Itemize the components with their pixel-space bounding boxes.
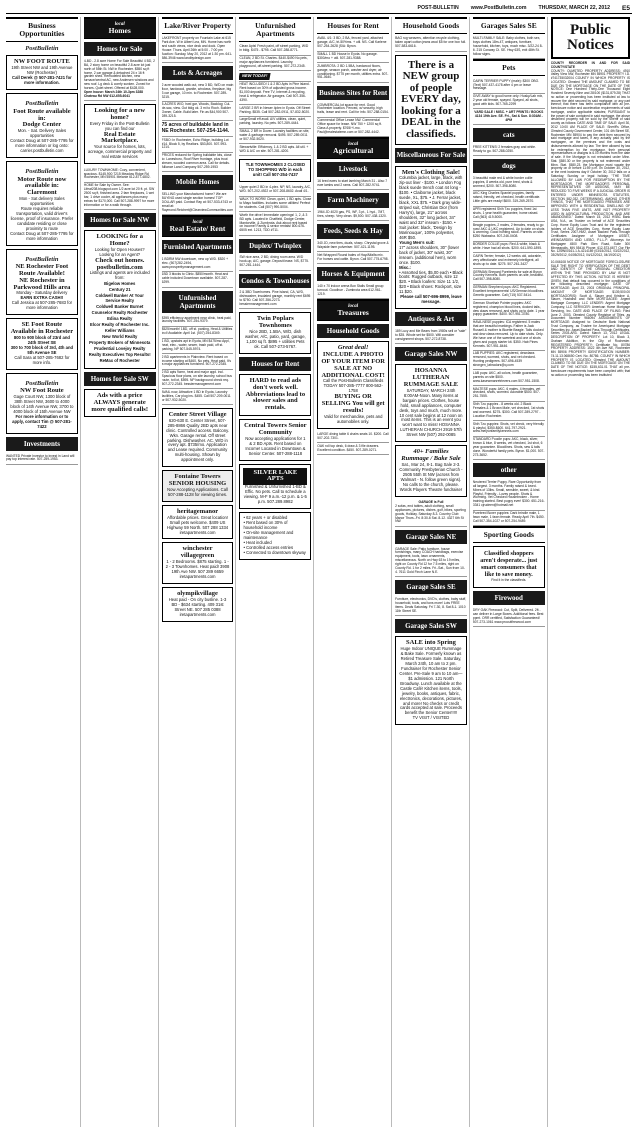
- postbulletin-logo: PostBulletin: [25, 44, 59, 52]
- hosanna-body: SATURDAY, MARCH 24th 8:00AM-Noon. Many items at bargain prices. Clothes, house hold, small appliances, computer desk, toys and much, much more. 10 cent sale begins at 12 noon on most items. This is an event you won't want to miss! HOSANNA LUTHERAN CHURCH 2919 57th Street NW (507) 292-0085: [399, 387, 463, 438]
- category-homes-sw: Homes for Sale SW: [84, 372, 156, 386]
- hosanna-title: HOSANNA LUTHERAN RUMMAGE SALE: [403, 367, 459, 388]
- agri-local: local: [348, 142, 359, 148]
- ad-mobile: SELLING your Manufactured home? We are BUYING used single section homes! TOP DOLLAR paid. Contact Ray at: 507-533-4743 or email at: Raymond.Reichert@ClearviewCommunities.com: [162, 192, 234, 215]
- tle-text: TLE TOWNHOMES 2 CLOSED TO SHOPPING W/D in each unit! Call 507-254-7437: [245, 162, 305, 177]
- ad-h1: AVAIL 4/1: 3 BD, 2 BA, fenced yard, attached garage, A/C, tri-50%ms. + util. NS. Call Karlene 507-254-2628 (SIA: Byron.: [317, 36, 389, 52]
- nw-foot-body-2: Gage Court NW, 1300 block of 38th Street NW, 3600 to 4000 block of 14th Avenue NW, 3700 to 4000 block of 15th Avenue NW: [10, 394, 74, 414]
- category-cats: cats: [473, 128, 545, 142]
- ad-condos: 2 & 3BD Townhomes. Pine Island, CA, W/D, dishwasher, insulated garage, monthly rent $695 to $750. Call 507-356-2273. bessiermanagement.com: [239, 290, 311, 310]
- notice-2: 10-066108 NOTICE OF MORTGAGE FORECLOSURE SALE THE RIGHT TO VERIFICATION OF THE DEBT AND IDENTITY OF THE ORIGINAL CREDITOR WITHIN THE TIME PROVIDED BY LAW IS NOT AFFECTED BY THIS ACTION. NOTICE IS HEREBY GIVEN, that default has occurred in the conditions of the following described mortgage: DATE OF MORTGAGE: April 23, 2003 ORIGINAL PRINCIPAL AMOUNT OF MORTGAGE: $139,500.00 MORTGAGOR(S): Scott A. Slauer and Kristine A. Slauer, Husband and Wife MORTGAGEE: Argent Mortgage Company, LLC LENDER: Argent Mortgage Company, LLC SERVICER: American Home Mortgage Servicing, Inc. DATE AND PLACE OF FILING: Filed June 2, 2003, Olmsted County Registrar of Titles, as Document Number 966094 ASSIGNMENTS OF MORTGAGE: Assigned to: Deutsche Bank National Trust Company, as Trustee for Ameriquest Mortgage Securities Inc. Asset-Backed Pass-Through Certificates, Series 2003-AR3. Dated: March 13, 2012 LEGAL DESCRIPTION OF PROPERTY: Lot 10, Block 3, Graham Addition, in the City of Rochester. REGISTERED PROPERTY: Certificate No. 80786 PROPERTY ADDRESS: 1522 4th Ave NE, Rochester MN 55906 PROPERTY IDENTIFICATION NUMBER: 74.11.13.068650 Cert. No. 80786. COUNTY IN WHICH PROPERTY IS LOCATED: Olmsted THE AMOUNT CLAIMED TO BE DUE ON THE MORTGAGE ON THE DATE OF THE NOTICE: $155,631.01 THAT all pre-foreclosure requirements have been complied with; that no action or proceeding has been instituted: [550, 259, 631, 377]
- masthead-date: THURSDAY, MARCH 22, 2012: [538, 5, 611, 12]
- sale-spring-box: [395, 636, 467, 725]
- senior-list-item: • On-site management and maintenance: [243, 529, 294, 540]
- olympik-box: [162, 587, 234, 622]
- postbulletin-logo: PostBulletin: [25, 379, 59, 387]
- ne-body: NE Rochester in Parkwood Hills area: [13, 276, 71, 291]
- section-header: Household Goods: [395, 17, 467, 34]
- category-horses: Horses & Equipment: [317, 267, 389, 281]
- ad-unfurn-4: 2 BD apartments in Plainview. Rent based on income starting at $460. No pets. Heat paid. It's a major appliances furnished. 507-272-2345.: [162, 354, 234, 370]
- senior-list-item: • 62 years + or disabled: [243, 514, 288, 520]
- looking-home-box: [84, 230, 156, 368]
- agent-item: Property Brokers of Minnesota: [89, 339, 151, 345]
- ad-german: GERMAN Shepard Purebreds for sale at Byron Country Kennels. Both parents on-site, beautiful. Call 507-398-8080.: [473, 269, 545, 285]
- misc-title: Misc.:: [399, 264, 411, 270]
- carrier-ad: [6, 55, 78, 90]
- twin-body: Nice 2BD, 1.5BA, W/D, dish washer, A/C, patio, yard, garage, 1,100 sq ft. $895 + utilities Pets ok. Call 507-273-5767.: [244, 328, 306, 349]
- category-furnished: Furnished Apartments: [162, 240, 234, 254]
- ad-german-3: German Shorthair Pointer puppies: AKC registered, champion blood lines, docked tails, dew claws removed, and shots up to date. 1 year puppy guarantee. $400. 507-951-3780.: [473, 300, 545, 320]
- section-realestate: [162, 215, 234, 237]
- ad-ua-2: CLEAN, 2 BD St. Charles. $440-$490 No pets, major appliances furnished. Laundry, playground, off-street parking. 507-272-2345.: [239, 56, 311, 72]
- mens-box: [395, 166, 467, 310]
- se-streets: 800 to 900 block of 23rd and 24th Street SE: [13, 334, 70, 345]
- section-agri: [317, 137, 389, 159]
- column-unfurnished: [239, 17, 314, 1127]
- ad-home-4bd: [84, 58, 156, 101]
- buying-title: BUYING OR SELLING You will get results!: [321, 393, 385, 414]
- ad-lots-2: 5-ACRES W/O, hwd gar, Woods, Backlog; Cul-de-sac, view. Out bldg ok. 3 mi to Roch. Builder Owner, Cable. Build later. Fin as $44,900 507-289-3215.: [162, 102, 234, 122]
- silver-title: SILVER LAKE APTS: [243, 468, 307, 486]
- hard-box: [239, 374, 311, 416]
- ad-live-1: 16 bred ewes to start lambing March 31 - Also 7 ewe lambs and 2 rams. Call 507-282-9741.: [317, 179, 389, 191]
- foot-route-ad: [6, 93, 78, 158]
- ad-biz-1: COMMERCIAL lot space for rent. Good Rochester location. Fenced, w/ security, high trails, lease and rent. Call for info. 507-288-0154.: [317, 102, 389, 118]
- classified-sub: Find it in the classifieds.: [491, 578, 527, 583]
- ad-investor: WANTED Private Investor to invest in Land will pay top interest rate. 507-259-1953.: [6, 453, 78, 465]
- ad-cairn: CAIRN Terrier; female, 12 weeks old, adorable, very affectionate and extremely intelligent, all shots up to date. $275. 507-261-3427: [473, 253, 545, 269]
- category-garage-sw: Garage Sales SW: [395, 619, 467, 633]
- garage-full-body: 2 sofas, end tables, adult clothing, small appliances, pictures, dishes, golf, bikes, sporting goods, Holiday. Saturday 8-3. Country Club Manor Thurs.-Fri. 8:30-6 Sat. 8-12. 4327 6th St NW.: [395, 503, 466, 524]
- photo-box: [317, 341, 389, 428]
- column-homes: [84, 17, 159, 1127]
- rummage-body: Sat., Mar 24, 8-1. Bag Sale 2-3. Community Presbyterian Church - 2505 55th St NW (across from Walmart - N. follow green signs). No calls to the church, please. Words Players Theatre fundraiser: [399, 461, 463, 492]
- ad-shih-2: Shih Tzu puppies: Shots, vet check, very friendly & playful. $350-$600. 641-797-2921. www.meljrunfamilykennels.com: [473, 421, 545, 437]
- agent-item: New World Realty: [102, 333, 138, 339]
- agent-item: Bigelow Homes: [104, 281, 136, 287]
- masthead: [6, 4, 632, 14]
- se-foot-route-ad: [6, 318, 78, 369]
- ad-farm-1: 1964 JD 4020 gas, PS, WF, 3 pt., 1 hyd., 7MT, tires, sheep. Very clean. $9,500. 507-438-1320.: [317, 210, 389, 222]
- ad-ua-4: LARGE 2 BR in Newer 4plex in Eyota. Off Street Parking. $535. Call 507-282-0911, 57-832-5020.: [239, 105, 311, 117]
- senior-list-item: • Connected to downtown skyway: [243, 549, 306, 555]
- section-header: Houses for Rent: [317, 17, 389, 34]
- claremont-sub: Mon - Sat delivery Sales opportunities: [19, 195, 65, 206]
- center-body: 620-630 E. Center Street, 507-285-8866 Quality 2BD apts near clinic. Controlled access. Balcony. Wkn. Garage rental. Off street parking. Dishwasher. AC. W/D in every apt. $735/mo. Application and Lease required. Community multi-housing. Shown by appointment only.: [166, 417, 230, 463]
- ad-maltese: MALTESE pups: AKC, 6 males, 4 females, vet checked, shots, wormed. Adorable $500. 507-251-7555.: [473, 386, 545, 402]
- ad-home-4bd-body: 4-BD - 2.8 acre Home For Sale Beautiful 4 BD, 2 BA, 2 story home on beautiful 2.8 acre lot just north of 55th St. NW in Rochester. $550 sq ft home, 2 car garage & detached 24 x 16 ft garden shed. Remodeled kitchen, new furnace/central AC, new Andersen windows and new roof. Lg deck & comfy sunken. Zoned for horses. Quiet street. Offered at $428,000.: [83, 58, 155, 90]
- there-is-box: [395, 55, 467, 146]
- ad-free-kittens: FREE KITTENS! 2 females gray and white. Ready to go. 507-288-0250.: [473, 144, 545, 156]
- ad-furn-2: 1BD 3 blocks to Clinic. $850/month. Heat and cable included Downtown available. 507-287-6299.: [162, 272, 234, 288]
- category-livestock: Livestock: [317, 162, 389, 176]
- twin-title: Twin Poplars Townhomes: [256, 315, 294, 330]
- young-body: 17" across shoulders, 30" (lower back of jacket, 30" waist, 30" inseam. (additional hem), worn once. $100.: [399, 244, 460, 265]
- ad-home-owner: HOME for Sale by Owner. See: Lifeat208.blogspot.com 1/2 acre lot 20 ft. pt. SW 2500 sq ft, finished area. 2 fam fireplaces, 1 wet bar, 1 drive cooler, all appliances plus many extras for $170,000. Call 507-288-9997 for more information or for a walk through.: [84, 183, 156, 210]
- fontaine-title: Fontaine Towers SENIOR HOUSING: [168, 473, 227, 488]
- masthead-page: E5: [622, 4, 630, 12]
- public-notices-header: Public Notices: [551, 17, 630, 59]
- section-sporting: Sporting Goods: [473, 526, 545, 543]
- ad-border: BORDER COLLIE pups: Red & white, black & white. Have had all shots. $200. 641-590-1895.: [473, 242, 545, 254]
- silver-body: Furnished & Unfurnished 1-BD & Effic. No pets. Call to schedule a viewing. M-F 9 a.m.-12 p.m. & 1-5 p.m. 507.289.8982: [243, 484, 307, 504]
- young-title: Young Men's suit:: [399, 239, 435, 245]
- ad-luxury: LUXURY TOWNHOME: Cozy, convenient, spacious. $145,900 7215 Meadow Ridge Rd Rochester, MN 55901 Melanie 612-877-4802.: [84, 167, 156, 183]
- central-body: Now accepting applications for 1 & 2 BD Apts. Rent based on Income! Located in Downtown & Senior Center. 507-288-1118: [245, 435, 306, 456]
- claremont: Claremont: [26, 189, 57, 197]
- ad-lab-2: LAB pups: AKC, all colors, health guarantee, parents on site $500. www.kasewmanretrievers.com 507-951-1508.: [473, 370, 545, 386]
- agent-item: Prudential Lovejoy Realty: [94, 345, 146, 351]
- section-treasures: [317, 299, 389, 321]
- senior-list-item: • Rent based on 30% of household income: [243, 519, 288, 530]
- section-header: Lake/River Property: [162, 17, 234, 34]
- hard-text: HARD to read ads don't work well. Abbreviations lead to slower sales and rentals.: [245, 377, 306, 412]
- phone-text: Please call 507-696-8999, leave message.: [400, 294, 462, 305]
- ad-duplex: SW nice area, 2 BD, dining room area. W/D hook-up, A/C, garage. Deposit lease. NS, $775. 507-281-1444.: [239, 255, 311, 271]
- agent-item: ReMax of Rochester: [99, 357, 140, 363]
- column-business: [6, 17, 81, 1127]
- call-derek: Call Derek @ 507-281-7421 for more information.: [12, 75, 72, 86]
- ad-avail: AVAIL now, Attractive 1 BD in Eyota, Laundry facilities, Car plug ins. $455. Call 507-209-0011 or 507-932-5020.: [162, 389, 234, 405]
- agent-item: Elcor Realty of Rochester Inc.: [90, 322, 150, 327]
- masthead-paper: POST-BULLETIN: [417, 5, 459, 12]
- center-street-box: [162, 408, 234, 467]
- category-firewood: Firewood: [473, 591, 545, 605]
- agent-item: Edina Realty: [107, 316, 133, 322]
- category-garage-se: Garage Sales SE: [395, 580, 467, 594]
- ad-biz-2: Commercial Office Lease NW. Commercial Office space for lease. NW 750 + 1200 sq ft. Class A property. $765/+/-mo. Paul@realestatemn.com or 507-282-4442.: [317, 118, 389, 138]
- nw-foot-title-2: NW Foot Route: [20, 387, 64, 395]
- ad-german-2: GERMAN Shepherd pups: AKC Registered. Excellent temperaments! US/German bloodlines. Genetic guarantee. Call (715) 537-5414.: [473, 285, 545, 301]
- include-photo: INCLUDE A PHOTO OF YOUR ITEM FOR SALE AT NO ADDITIONAL COST!: [321, 351, 385, 379]
- section-header: Business Opportunities: [6, 17, 78, 42]
- category-condos: Condos & Townhouses: [239, 274, 311, 288]
- buying-body: Valid for merchandise, pets and automobiles only.: [323, 413, 383, 424]
- dodge-center: Dodge Center: [22, 121, 62, 129]
- silver-box: [239, 464, 311, 509]
- monday-sat: Monday - Saturday delivery: [16, 290, 68, 296]
- senior-list-item: • Controlled access entries: [243, 544, 294, 550]
- ad-purebred: Purebred Boxer puppies: Dark brindle male, 1 fawn male, 1 fawn female. Ready April 7th. $450. Call 507-354-1027 or 507-254-9489.: [473, 511, 545, 527]
- real-estate-market: Real Estate Marketplace.: [101, 130, 139, 145]
- ad-unfurn-3: 1 BD, upstairs apt in Eyota, MN $475/mo Appl, heat, elec., water, sewer, trash paid, off st. parking, NP 507-545-5974.: [162, 339, 234, 355]
- category-antiques: Antiques & Art: [395, 312, 467, 326]
- sale-spring-title: SALE into Spring: [406, 639, 456, 647]
- ad-neutered: Neutered Terrier Puppy. Rare Opportunity from all largest. 3 months. Family raised & loved. Mixes of 13lbs. Small, sensible, sweet, & kind. Playful, Friendly - Loves people. Shots & Worming. Vet Checked Housebroken - Home training started. Best puppy ever! $300. 651-216-3341 cjrudeen@hotmail.net: [473, 479, 545, 510]
- section-header: [84, 17, 156, 39]
- ad-antiques: 189 Lucy and Me Bears from 1980s sell or "sale" to $35. Whole set for $500. Will consider consignment shops. 507-272-8738.: [395, 328, 467, 344]
- ad-pets-1: CAIRN TERRIER PUPPY (male): $300 OBO. (Text) 507-437-4178 after 4 pm or leave message.: [473, 78, 545, 94]
- classified-text: Classified shoppers aren't desperate... just smart consumers that like to save money.: [480, 551, 538, 579]
- category-dogs: dogs: [473, 159, 545, 173]
- ad-prices: PRICES reduced for Spring buildable lots, close to: Lanesboro, Roof River frontage, plus trout stream, wooded common area. Call for details. Alliance Land Company 507-259-1953: [162, 153, 234, 173]
- category-garage-ne: Garage Sales NE: [395, 530, 467, 544]
- ad-gs-1: MULTI-FAMILY SALE: Baby clothes, both sex, boys clothes 18m-4T, antiques, furniture, household, kitchen, toys, much misc. 3/22-24 8-6. 215 Conway Ct. SE. Hwy 63S, exit 48th St. follow signs.: [473, 36, 545, 59]
- column-household: [395, 17, 470, 1127]
- tv-visit: TV VISIT / VISITED: [412, 715, 450, 721]
- county-recorder: COUNTY RECORDER IN AND FOR SAID COUNTY/STATE: [550, 61, 631, 69]
- agents-list: [88, 282, 152, 363]
- classified-box: [473, 546, 545, 588]
- header-homes: Homes: [108, 26, 131, 36]
- contact-doug: Contact Doug at 507-285-7795 for more information or log onto: carrier.postbulletin.com: [10, 138, 74, 153]
- postbulletin-logo: PostBulletin: [25, 255, 59, 263]
- category-houses: Houses for Rent: [239, 357, 311, 371]
- category-garage-nw: Garage Sales NW: [395, 347, 467, 361]
- senior-list: [243, 516, 307, 556]
- looking-home-body: Looking for Open Houses? Looking for an Agent?: [94, 246, 145, 257]
- senior-list-box: [239, 512, 311, 560]
- ad-furn-1: 1 BDRM NW downtown, new up W/D. $520 + elec. (507)282-2494, www.prosperitymanagement.com: [162, 256, 234, 272]
- check-out: Check out homes. postbulletin.com: [95, 256, 145, 271]
- winchester-body: 1 - 2 Bedrooms. $875 starting. 1 - 2 - 3 Townhomes. Heat paid! 3908 19th Ave NW. 507 289 6659 iretapartments.com: [165, 559, 230, 579]
- masthead-site: www.PostBulletin.com: [470, 5, 527, 12]
- category-lots: Lots & Acreages: [162, 66, 234, 80]
- mens-body: Columbia jacket, large, black, with zip-out liner - $100. • London Fog black suede trench coat 44 long - $100. • Claiborne jacket, black suede, XL, $75. • J. Ferrar jacket, black, XXL $75. • Dark gray wide-striped suit, Christian Dior (from Harry's), large, 21" across shoulders, 32" long jacket, 34" waist and 32" inseam - $150. • Suit jacket: black, 'Design by Marinouque', 100% polyester, 46R $50.: [399, 175, 463, 240]
- agent-item: Coldwell Banker At Your Service Realty: [95, 293, 144, 304]
- ad-acres: 75 acres of buildable land in NE Rochester. 507-254-1144.: [162, 121, 234, 137]
- mens-title: Men's Clothing Sale!: [401, 168, 461, 176]
- ad-feeds-2: Net Wrapped Round bales of Hay/Alfalfa mix. For horses and cattle. Byron. Call 507-775-6798.: [317, 252, 389, 264]
- category-unfurnished: Unfurnished Apartments: [162, 291, 234, 314]
- agent-item: Keller Williams: [104, 327, 135, 333]
- agent-item: Coldwell Banker Burnet: [96, 304, 144, 310]
- column-lake: [162, 17, 237, 1127]
- olympik-title: olympikvillage: [177, 589, 218, 597]
- misc-body: • Assorted ties, $5.00 each • Black boots: Rugged outback, size 12 $20. • Black loafers: Size 11 1/2, $20 • Black shoes: Rockport, size 11 $20.: [399, 269, 463, 295]
- ad-h2: SMALL 1 BD House in Eyota. No garage. $300/mo + util. 507-281-9388.: [317, 52, 389, 64]
- category-farm: Farm Machinery: [317, 193, 389, 207]
- include-body: Call the Post-Bulletin Classifieds TODAY 507-285-7777 800-562-1758: [323, 378, 384, 394]
- olympik-body: Heat paid - On city busline. 1-3 BD - $634 starting. 409 31st Street NE. 507 285 0388 iretapartments.com: [168, 596, 227, 617]
- there-is-text: There is a NEW group of people EVERY day, looking for a DEAL in the classifieds.: [401, 58, 461, 140]
- contact-doug-2: Contact Doug at 507-285-7795 for more information: [10, 230, 74, 241]
- realestate-rent: Real Estate/ Rent: [169, 224, 226, 234]
- category-household: Household Goods: [317, 324, 389, 338]
- category-homes-nw: Homes for Sale NW: [84, 213, 156, 227]
- agent-item: Counselor Realty Rochester: [91, 310, 148, 316]
- ad-garage-ne: GARAGE Sale: Patio furniture, house furnishings, many COACH handbags, exercise equipment, tools, lawn ornaments, miscellaneous. North on Hwy 63 to 19 miles, right on County Rd 12 for 7.5 miles, right on County Rd. 1 for 2 miles. Fri.-Sat., Sun from 10-4. 7611 Gold Finch Lane N.E.: [395, 546, 467, 577]
- ad-dogs-1: 3 beautiful male red & white border collie puppies, 8 weeks old, pure bred, shots & wormed, $200. 507-398-8080.: [473, 175, 545, 191]
- se-streets-2: 300 to 700 block of 3rd, 4th and 5th Avenue SE: [10, 344, 74, 355]
- notice-body: COUNTY: OLMSTED PROPERTY ADDRESS: 4910 Valley View NW, Rochester MN 55901 PROPERTY I.D. #741735032004 COUNTY IN WHICH PROPERTY IS LOCATED: Olmsted THE AMOUNT CLAIMED TO BE DUE ON THE MORTGAGE ON THE DATE OF THE NOTICE: One Hundred Thirty-One Thousand Eight Hundred Seventy-Nine and 28/100 ($131,879.28) THAT no action or proceeding has been instituted at law to recover the debt secured by said mortgage, or any part thereof; that there has been compliance with all pre-foreclosure notice and acceleration requirements of said mortgage, and/or applicable statutes; PURSUANT to the power of sale contained in said mortgage, the above described property will be sold by the Sheriff of said county as follows: DATE AND TIME OF SALE: April 30, 2012 10:00 AM PLACE OF SALE: Sheriff's Office, Olmsted County Government Center, 101 4th Street SE, Rochester MN 55904 to pay the debt then secured by said mortgage and taxes, if any actually paid by the mortgagee, on the premises and the costs and disbursements allowed by law. The time allowed by law for redemption by the mortgagor, their personal representatives or assigns is 6.00 months from the date of sale. If the Mortgage is not reinstated under Minn. Stat. §580.30 or the property is not redeemed under Minn. Stat. §580.23, the Mortgagor must vacate the property on or before 11:59 p.m. on October 30, 2012, or the next business day if October 30, 2012 falls on a Saturday, Sunday or legal holiday. "THE TIME ALLOWED BY LAW FOR REDEMPTION BY THE MORTGAGOR, THE MORTGAGOR'S PERSONAL REPRESENTATIVES OR ASSIGNS, MAY BE REDUCED TO FIVE WEEKS IF A JUDICIAL ORDER IS ENTERED UNDER MINNESOTA STATUTES, SECTION 582.032, DETERMINING, AMONG OTHER THINGS, THAT THE MORTGAGED PREMISES ARE IMPROVED WITH A RESIDENTIAL DWELLING OF LESS THAN FIVE UNITS, ARE NOT PROPERTY USED IN AGRICULTURAL PRODUCTION, AND ARE ABANDONED." Dated: March 15, 2012 HSBC Bank USA, N.A., as Trustee on behalf of ACE Securities Corp. Home Equity Loan Trust and for the registered holders of ACE Securities Corp. Home Equity Loan Trust, Series 2007-HM2, Asset Backed Pass-Through Certificates Assignee of Mortgagee USSET, WEINGARDEN AND LIEBO, P.L.L.P. Attorneys for Mortgagee 4500 Park Glen Road, Suite 300 Minneapolis, MN 55416 Phone: 612-573-6677 Our File No. 12MN00161-1 A-4214189 (03/15/2012, 03/22/2012, 03/29/2012, 04/05/2012, 04/12/2012, 04/19/2012): [550, 68, 631, 258]
- ad-unfurn-1: $395 efficiency apartment near clinic, heat paid, laundry facilities. 507-254-9379.: [162, 315, 234, 327]
- new-today-row: [239, 71, 311, 82]
- winchester-title: winchester villagegreen: [180, 545, 215, 560]
- ad-walk: WALK TO WORK! Clean, quiet, 1 BD apts. Close to Mayo facilities. Includes some utilities! Perfect for students. Call (507) 990-5004.: [239, 197, 311, 213]
- motor-body: Route requires reliable transportation, valid driver's license, proof of insurance. Prefer candidate residing or close proximity to route: [10, 205, 74, 231]
- ad-unfurn-5: 2 BD apts 9cmn, heat and major appl. incl. Spacious floor plans, on site laundry, school bus route, tot lot, $595. NP background check req. 507-272-2345. bessiermanagement.com: [162, 370, 234, 390]
- ad-unfurn-2: $525/month! 1BD, off st. parking, Heat & Utilities incl! Available: April 1st. (507) 254-8349.: [162, 327, 234, 339]
- agent-item: Realty Executives Top Results!: [88, 351, 151, 357]
- looking-home-title: LOOKING for a Home?: [96, 233, 143, 248]
- header-local: local: [114, 22, 125, 27]
- ad-apri: APRI registered Shih Tzu puppies, fixed 1st shots, 1 year health guarantee, home raised. Call (563) 419-5000.: [473, 207, 545, 223]
- central-box: [239, 419, 311, 460]
- new-today-badge: NEW TODAY!: [239, 73, 271, 80]
- motor-route-ad: [6, 161, 78, 246]
- category-other: other: [473, 463, 545, 477]
- ad-vard: VARD SALE / MISC. + ART PRINTS / BOOKS 4134 19th Ave. SE. Fri., Sat & Sun. 8:30AM - 4PM: [473, 109, 545, 125]
- garage-full-title: GARAGE is Full: [418, 500, 444, 505]
- ad-lakefront: LAKEFRONT property on Fountain Lake at 615 Park Ave. W in Albert Lea, MN. Home has north and south views, nice deck and dock. Open House: Thurs. April 26th at 5:00 - 7:00 pm Auction: Sunday, May 20, 2012 at 1:30 pm. 641-586-3946 www.landbydesign.com: [162, 36, 234, 63]
- delivery-text: Mon. - Sat. Delivery Sales opportunities: [17, 128, 67, 139]
- category-biz: Business Sites for Rent: [317, 86, 389, 100]
- ad-worth: Worth the drive! Immediate openings! 1, 2, & 3 BD apts. Located in Chatfield, Dodge Center, Mantorville, & Zumbrota. Ask about rent based on income! Family & senior rentals! 800-676-6505 ext. 1213, TDD #711.: [239, 212, 311, 235]
- category-investments: Investments: [6, 437, 78, 451]
- nw-foot-route-ad-2: [6, 373, 78, 434]
- heritage-box: [162, 505, 234, 540]
- ad-garage-full: [395, 500, 467, 527]
- center-title: Center Street Village: [168, 410, 227, 418]
- column-public-notices: [551, 17, 632, 1127]
- route-19: 19th Street NW and 19th Avenue NW (Rochester): [11, 65, 73, 76]
- postbulletin-logo: PostBulletin: [25, 100, 59, 108]
- column-houses: [317, 17, 392, 1127]
- ad-horses-1: 140 x 70 indoor arena Box Stalls Small group turnout. Goodhue - Zumbrota area 612-961-1219.: [317, 283, 389, 299]
- agri-title: Agricultural: [333, 146, 374, 156]
- ad-shihtzu: Shih Tzu puppies - 8 weeks old. 2 Black Females & 1 Brown Male, vet checked, 1st shots and wormed. $275- $300. Call 507-289-2797 - Location Rochester.: [473, 402, 545, 422]
- twin-box: [239, 312, 311, 353]
- column-garage-pets: [473, 17, 548, 1127]
- call-jessica: Call Jessica at 507-285-7683 for more information: [11, 300, 73, 311]
- ad-lots-1: 2 acre wooded walk out, new 3 BD, W/D on main floor, hardwood, granite, windows, fireplace, big 3 car garage, 10 min. to Rochester. 507-289-3215.: [162, 82, 234, 102]
- real-estate-sub: Your source for homes, lots, acreage, commercial property and real estate services: [87, 144, 152, 160]
- ad-lab: LAB PUPPIES: AKC registered, dewclaws removed, wormed, shots, and vet checked. Hunting pedigrees. 507-696-4539 strongen_labradors@q.com: [473, 351, 545, 371]
- ads-price-box: [84, 389, 156, 417]
- ad-ua-1: Clean Apts! Fresh paint, off street parking, W/D in bldg. $475 - $795. Call 507-288-8771.: [239, 44, 311, 56]
- call-sara: Call Sara at 507-285-7682 for more info.: [14, 354, 70, 365]
- postbulletin-logo: PostBulletin: [25, 167, 59, 175]
- realestate-local: local: [192, 219, 203, 225]
- rummage-title: 40+ Families Rummage / Bake Sale: [401, 448, 461, 463]
- ad-garage-se: Furniture, electronics, DVD's, clothes, baby stuff, household, tools, and tons more! Lots FREE items. Deals Saturday. Fri 7-30, 8. Sat 8-1. 1010 11th Street SE.: [395, 596, 467, 616]
- ad-ua-3: HEAT INCLUDED! 1 & 2 BD Apts in Pine Island. Rent based on 30% of adjusted gross income. $1,000 deposit. Free TV, Internet & recycling, heat & refrigerator. Air garages. Call 507-356-4390.: [239, 82, 311, 105]
- category-feeds: Feeds, Seeds & Hay: [317, 224, 389, 238]
- ad-h3: ZUMBROTA: 2 BD 1.5BA, hardwood floors, garage, season porch, washer and dryer, air conditioning. $775 per month, utilities extra. 507-951-0640.: [317, 63, 389, 83]
- rummage-box: [395, 445, 467, 496]
- se-foot-title: SE Foot Route Available in Rochester: [10, 321, 74, 336]
- ads-price-title: Ads with a price ALWAYS generate more qualified calls!: [91, 391, 148, 413]
- sale-spring-body: Huge Indoor UNIQUE Rummage & Bake Sale. Formerly known as Retired Treasure Sale. Saturday, March 24th, 10 am to 2 pm. Fundraiser for Rochester Senior Center. Pre-Sale 9 am to 10 am—$1 admission. 121 North Broadway. Lunch available at the Castle Café! Kitchen items, tools, jewelry, books, antiques, fabric, electronics, decorations, pictures, and more! No checks or credit cards accepted at sale. Proceeds benefit the Senior Center!!!!!: [399, 646, 463, 716]
- treasures-local: local: [348, 303, 359, 309]
- category-misc: Miscellaneous For Sale: [395, 148, 467, 162]
- ad-large-table: LARGE dining table 6 chairs seats 10. $200. Call 507-202-7301.: [317, 432, 389, 444]
- ad-beagle: Beagle puppies, 2 males, 2 females, ready to go now! AKC & UKC registered, Up to date on shots & worming. Good hunting stock. Parents on site. $250 Wabasha. 507-246-0408.: [473, 222, 545, 242]
- ad-home-4bd-open: Open house: March 24th 10-3pm 3288 Chateau Rd NW 612-655-6041: [83, 89, 143, 98]
- ne-foot-title: NE Rochester Foot Route Available!: [15, 263, 69, 278]
- treasures-title: Treasures: [337, 308, 369, 318]
- category-duplex: Duplex/ Twinplex: [239, 239, 311, 253]
- ad-standard: STANDARD Poodle pups: AKC, black, silver, brown & blue, 8 weeks, vet checked, 1st shot, 6 year guarantee. Bloodlines. Shots, sew & tails done. Wonderful family pets. Byron. $1,000. 507-273-3652.: [473, 437, 545, 460]
- heritage-title: heritagemanor: [176, 507, 219, 515]
- tle-box: [239, 159, 311, 182]
- ad-feeds-1: 340 JD, new tires, duals, sharp. Chrystal grove & Wayside farm pulveriser. 507-421-1195.: [317, 241, 389, 253]
- section-header: Unfurnished Apartments: [239, 17, 311, 42]
- ad-ua-7: Stewartville: Efficiency, 1 & 2 BD apts. All util. + W/D & A/C on site. 507-281-4200.: [239, 144, 311, 156]
- hosanna-box: [395, 364, 467, 442]
- ad-havanese: HAVA-NESE puppies: ICA registered. 5 males that are beautiful markings. Father is Jack Russell & mother is Bluette Beagle. Tails docked and dew claws removed. Up to date shots. Only. We have one of the sweetest and one of shots given and puppy starter kit. $350. Hab Pines Kennels. 507-951-8446.: [473, 320, 545, 351]
- senior-list-item: • Heat included: [243, 539, 272, 545]
- great-deal: Great deal!: [337, 344, 369, 352]
- heritage-body: Affordable prices. Great location! Small pets welcome. $409 US Highway 59 North. 507 288 1334 iretapartments.com: [166, 514, 229, 535]
- looking-title: Looking for a new home?: [94, 107, 146, 121]
- ad-fsbo: FSBO: In Rochester, Echo Ridge, building Lot #14, Block 5, by Realtors. $53,800. 507-993-1214.: [162, 137, 234, 153]
- ad-ua-5: LargeSmall eff avail. A/V utilities, clean, quiet, parking, laundry. No pets. 507-289-4444.: [239, 117, 311, 129]
- central-title: Central Towers Senior Community: [244, 422, 307, 436]
- ad-give: GIVE AWAY to good home only: Husky/Lab mix, 2 year old female, spayed. Spayed, all shots, good with kids. 507-765-2299: [473, 94, 545, 110]
- fontaine-box: [162, 470, 234, 502]
- ad-upper: Upper quiet 2 BD in 4-plex. NP, NS, laundry, A/C, W/D. 507-202-4922 or 507-208-8602. Avail 4/1.: [239, 185, 311, 197]
- ne-foot-route-ad: [6, 249, 78, 316]
- looking-body: Every Friday in the Post-Bulletin you can find our: [89, 120, 150, 131]
- category-mobile: Mobile Homes: [162, 175, 234, 189]
- agent-item: Century 21: [108, 287, 131, 293]
- section-pets: Pets: [473, 59, 545, 76]
- winchester-box: [162, 542, 234, 583]
- real-estate-box: [84, 104, 156, 164]
- earn-cash: EARN EXTRA CASH!!: [20, 295, 64, 301]
- nw-foot-route: NW FOOT ROUTE: [14, 58, 70, 66]
- ad-hg-1: BAG rug weavers, attention recycle clothing, taken apart cotton jeans wool $5 for one box full. 507-583-6616.: [395, 36, 467, 52]
- fontaine-body: Now Accepting Applications. Call 507-288-1128 for viewing times.: [167, 486, 228, 497]
- ad-oak-desk: OAK roll top desk, 6 draw & 3 file drawers. Excellent condition. $450. 507-289-0271.: [317, 443, 389, 455]
- ad-dry-oak: DRY OAK Firewood: Cut, Split, Delivered. 2ft - can deliver in Large Boxes. Additional fees. Best ppmt. ORR certified, Satisfaction Guaranteed! 507-273-1061 www.procutfirewood.com: [473, 607, 545, 627]
- category-homes-sale: Homes for Sale: [84, 42, 156, 56]
- motor-route-title: Motor Route now available in:: [17, 175, 67, 190]
- contact-tim: For more information or to apply, contact Tim @ 507-281-7422: [12, 413, 72, 429]
- ad-ua-6: SMALL 2 BR in Dover. Laundry facilities on site, water & garbage removal. $495. 507-289-0011 or 507-932-5020.: [239, 129, 311, 145]
- foot-route-title: Foot Route available in:: [13, 107, 71, 122]
- section-header: Garages Sales SE: [473, 17, 545, 34]
- check-body: Listings and agents are included from:: [89, 270, 150, 281]
- ad-akc: AKC King Charles Spaniel puppies, family raised, friendly, vet checked, health certificate. Little girls are ready! $600. 319-269-2570.: [473, 191, 545, 207]
